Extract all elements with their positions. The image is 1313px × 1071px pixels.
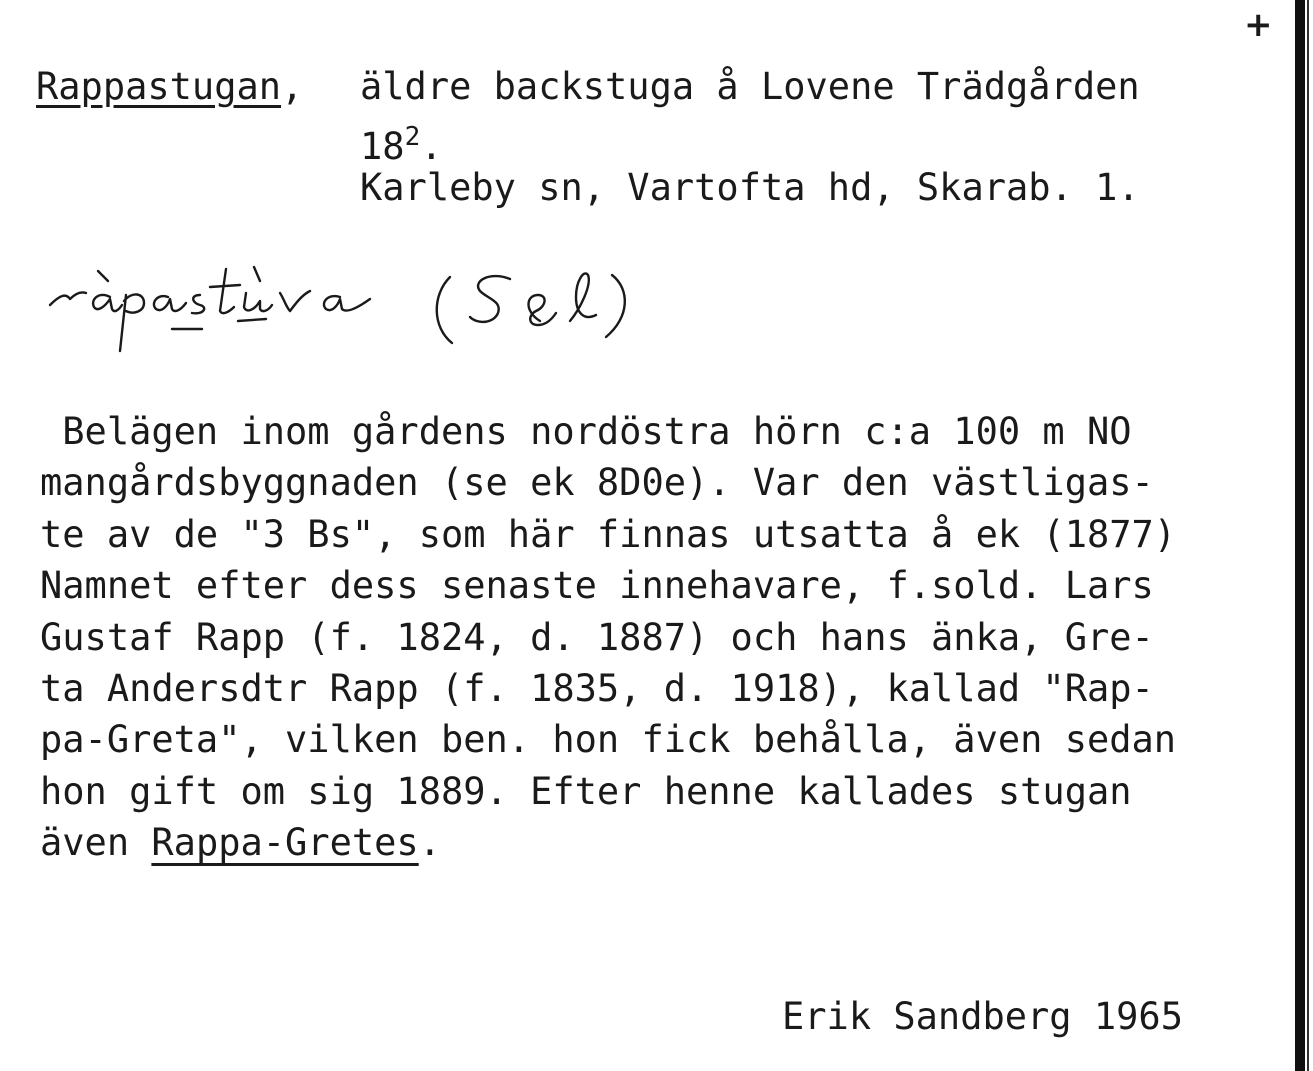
corner-plus-mark: + (1244, 5, 1273, 45)
card-edge-line (1307, 0, 1309, 1071)
body-line-5: Gustaf Rapp (f. 1824, d. 1887) och hans änka, Gre- (40, 615, 1154, 659)
body-line-4: Namnet efter dess senaste innehavare, f.sold. Lars (40, 564, 1154, 608)
body-line-3: te av de "3 Bs", som här finnas utsatta å ek (1877) (40, 512, 1177, 556)
body-line-2: mangårdsbyggnaden (se ek 8D0e). Var den västligas- (40, 461, 1154, 505)
body-line-7: pa-Greta", vilken ben. hon fick behålla, även sedan (40, 718, 1177, 762)
body-line-1: Belägen inom gårdens nordöstra hörn c:a 100 m NO (40, 410, 1132, 453)
headword (36, 62, 303, 112)
body-line-9-prefix: även (40, 821, 152, 865)
handwritten-dialect-form (40, 255, 740, 365)
header-location: Karleby sn, Vartofta hd, Skarab. 1. (360, 166, 1140, 209)
header-number-base: 18 (360, 125, 405, 168)
body-line-8: hon gift om sig 1889. Efter henne kallades stugan (40, 769, 1132, 813)
author-signature-line: Erik Sandberg 1965 (782, 995, 1183, 1038)
card-body-text (40, 406, 1300, 869)
headword-text: Rappastugan (36, 65, 282, 108)
body-line-9-end: . (418, 821, 441, 865)
body-line-6: ta Andersdtr Rapp (f. 1835, d. 1918), kallad "Rap- (40, 666, 1154, 710)
alt-name-underlined: Rappa-Gretes (151, 821, 419, 865)
headword-separator: , (281, 65, 304, 108)
header-number-sup: 2 (404, 122, 421, 152)
header-description: äldre backstuga å Lovene Trädgården (360, 65, 1140, 108)
header-number-end: . (420, 125, 443, 168)
body-line-9 (40, 817, 1300, 868)
